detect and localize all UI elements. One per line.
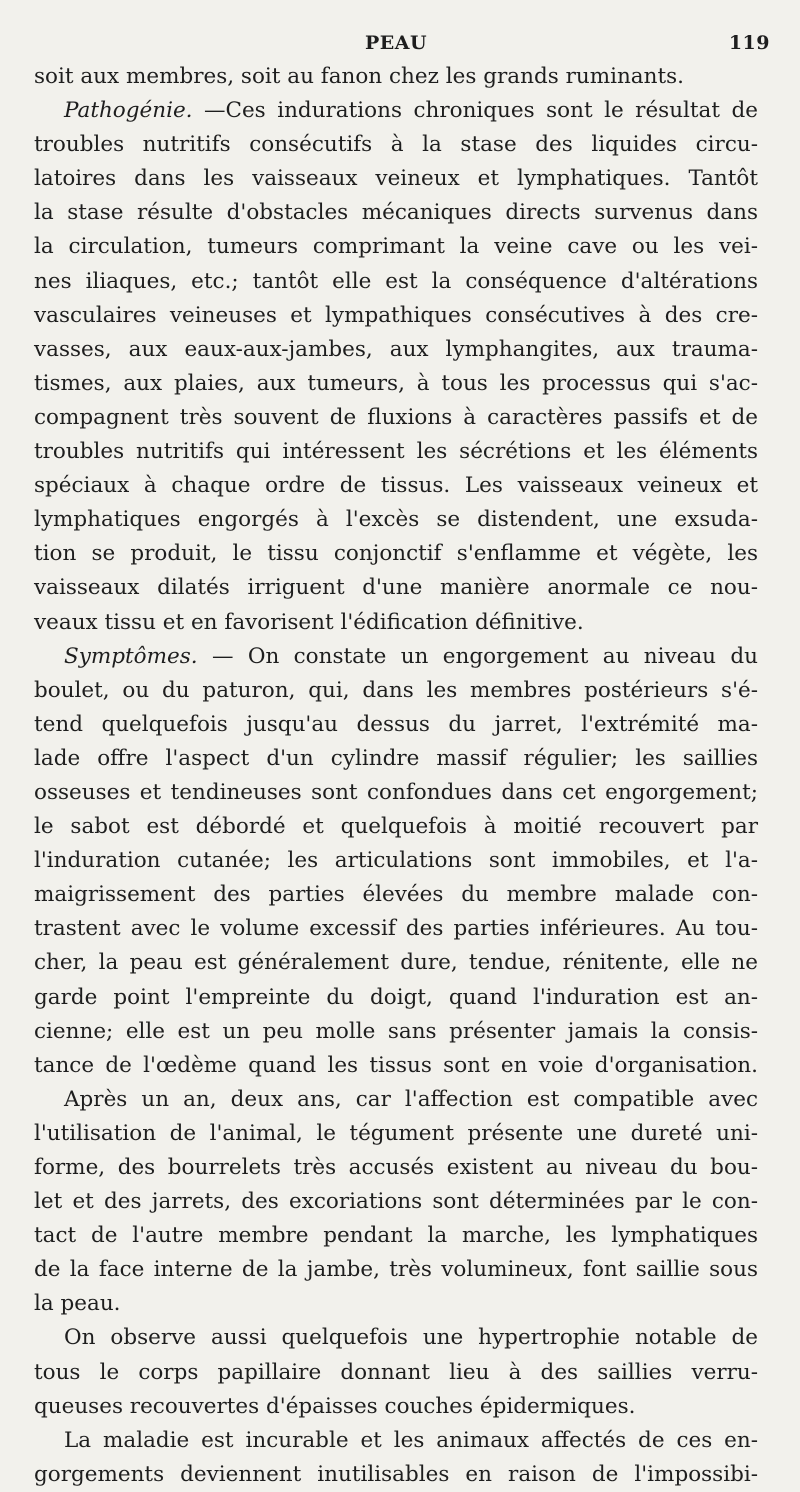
line-text: tance de l'œdème quand les tissus sont en voie d'organisation.: [34, 1052, 758, 1078]
line-text: latoires dans les vaisseaux veineux et lymphatiques. Tantôt: [34, 166, 758, 192]
line-text: veaux tissu et en favorisent l'édification définitive.: [34, 609, 584, 635]
text-line: [34, 503, 758, 537]
text-line: [34, 1151, 758, 1185]
line-text: compagnent très souvent de fluxions à caractères passifs et de: [34, 404, 758, 430]
line-text: tact de l'autre membre pendant la marche, les lymphatiques: [34, 1223, 758, 1249]
text-line: [34, 1287, 758, 1321]
line-text: spéciaux à chaque ordre de tissus. Les vaisseaux veineux et: [34, 473, 758, 499]
line-text: garde point l'empreinte du doigt, quand l'induration est an-: [34, 984, 758, 1010]
line-text: Après un an, deux ans, car l'affection est compatible avec: [64, 1086, 758, 1112]
text-line: [34, 1253, 758, 1287]
text-line: [34, 162, 758, 196]
line-text: tion se produit, le tissu conjonctif s'enflamme et végète, les: [34, 541, 758, 567]
line-text: forme, des bourrelets très accusés existent au niveau du bou-: [34, 1155, 758, 1180]
text-line: [34, 674, 758, 708]
text-line: [34, 708, 758, 742]
line-text: troubles nutritifs qui intéressent les sécrétions et les éléments: [34, 439, 758, 465]
line-text: vasses, aux eaux-aux-jambes, aux lymphangites, aux trauma-: [34, 336, 758, 362]
running-header: [34, 28, 770, 60]
text-line: [34, 94, 758, 128]
text-line: [34, 401, 758, 435]
text-line: [34, 1083, 758, 1117]
line-text: le sabot est débordé et quelquefois à moitié recouvert par: [34, 814, 758, 840]
body-text: [34, 60, 758, 1492]
text-line: [34, 230, 758, 264]
text-line: [34, 1321, 758, 1355]
text-line: [34, 537, 758, 571]
text-line: [34, 196, 758, 230]
text-line: [34, 60, 758, 94]
text-line: [34, 128, 758, 162]
line-text: tend quelquefois jusqu'au dessus du jarret, l'extrémité ma-: [34, 711, 758, 737]
line-text: vasculaires veineuses et lympathiques consécutives à des cre-: [34, 302, 758, 328]
line-text: lymphatiques engorgés à l'excès se distendent, une exsuda-: [34, 507, 758, 533]
line-text: boulet, ou du paturon, qui, dans les membres postérieurs s'é-: [34, 677, 758, 703]
text-line: [34, 299, 758, 333]
text-line: [34, 265, 758, 299]
line-text: maigrissement des parties élevées du membre malade con-: [34, 882, 758, 908]
text-line: [34, 1424, 758, 1458]
line-text: tous le corps papillaire donnant lieu à des saillies verru-: [34, 1359, 758, 1385]
text-line: [34, 1219, 758, 1253]
text-line: [34, 1185, 758, 1219]
text-line: [34, 367, 758, 401]
text-line: [34, 810, 758, 844]
line-text: —Ces indurations chroniques sont le résultat de: [192, 98, 758, 124]
line-text: cienne; elle est un peu molle sans présenter jamais la consis-: [34, 1018, 758, 1044]
text-line: [34, 571, 758, 605]
line-text: tismes, aux plaies, aux tumeurs, à tous les processus qui s'ac-: [34, 370, 758, 396]
page-number: 119: [728, 32, 770, 54]
text-line: [34, 1390, 758, 1424]
line-text: l'induration cutanée; les articulations sont immobiles, et l'a-: [34, 848, 758, 874]
line-text: lade offre l'aspect d'un cylindre massif régulier; les saillies: [34, 745, 758, 771]
text-line: [34, 1015, 758, 1049]
text-line: [34, 469, 758, 503]
line-text: let et des jarrets, des excoriations sont déterminées par le con-: [34, 1189, 758, 1215]
text-line: [34, 1117, 758, 1151]
line-text: — On constate un engorgement au niveau du: [197, 643, 758, 669]
text-line: [34, 1458, 758, 1492]
line-text: On observe aussi quelquefois une hypertrophie notable de: [64, 1325, 758, 1351]
line-text: gorgements deviennent inutilisables en raison de l'impossibi-: [34, 1461, 758, 1487]
line-text: la stase résulte d'obstacles mécaniques directs survenus dans: [34, 200, 758, 226]
text-line: [34, 640, 758, 674]
line-text: osseuses et tendineuses sont confondues dans cet engorgement;: [34, 779, 758, 805]
text-line: [34, 912, 758, 946]
text-line: [34, 333, 758, 367]
line-text: La maladie est incurable et les animaux affectés de ces en-: [64, 1427, 758, 1453]
line-text: queuses recouvertes d'épaisses couches épidermiques.: [34, 1393, 636, 1419]
text-line: [34, 742, 758, 776]
line-text: vaisseaux dilatés irriguent d'une manière anormale ce nou-: [34, 575, 758, 601]
text-line: [34, 981, 758, 1015]
line-text: la circulation, tumeurs comprimant la veine cave ou les vei-: [34, 234, 758, 260]
text-line: [34, 878, 758, 912]
line-text: de la face interne de la jambe, très volumineux, font saillie sous: [34, 1257, 758, 1283]
line-text: trastent avec le volume excessif des parties inférieures. Au tou-: [34, 916, 758, 942]
text-line: [34, 606, 758, 640]
section-lead: Pathogénie.: [64, 98, 193, 124]
text-line: [34, 1356, 758, 1390]
section-lead: Symptômes.: [64, 643, 198, 669]
text-line: [34, 1049, 758, 1083]
line-text: troubles nutritifs consécutifs à la stase des liquides circu-: [34, 132, 758, 158]
line-text: l'utilisation de l'animal, le tégument présente une dureté uni-: [34, 1120, 758, 1146]
line-text: la peau.: [34, 1291, 121, 1317]
text-line: [34, 435, 758, 469]
text-line: [34, 946, 758, 980]
line-text: soit aux membres, soit au fanon chez les grands ruminants.: [34, 64, 684, 89]
line-text: cher, la peau est généralement dure, tendue, rénitente, elle ne: [34, 950, 758, 976]
running-title: PEAU: [364, 32, 428, 54]
line-text: nes iliaques, etc.; tantôt elle est la conséquence d'altérations: [34, 268, 758, 294]
text-line: [34, 776, 758, 810]
text-line: [34, 844, 758, 878]
